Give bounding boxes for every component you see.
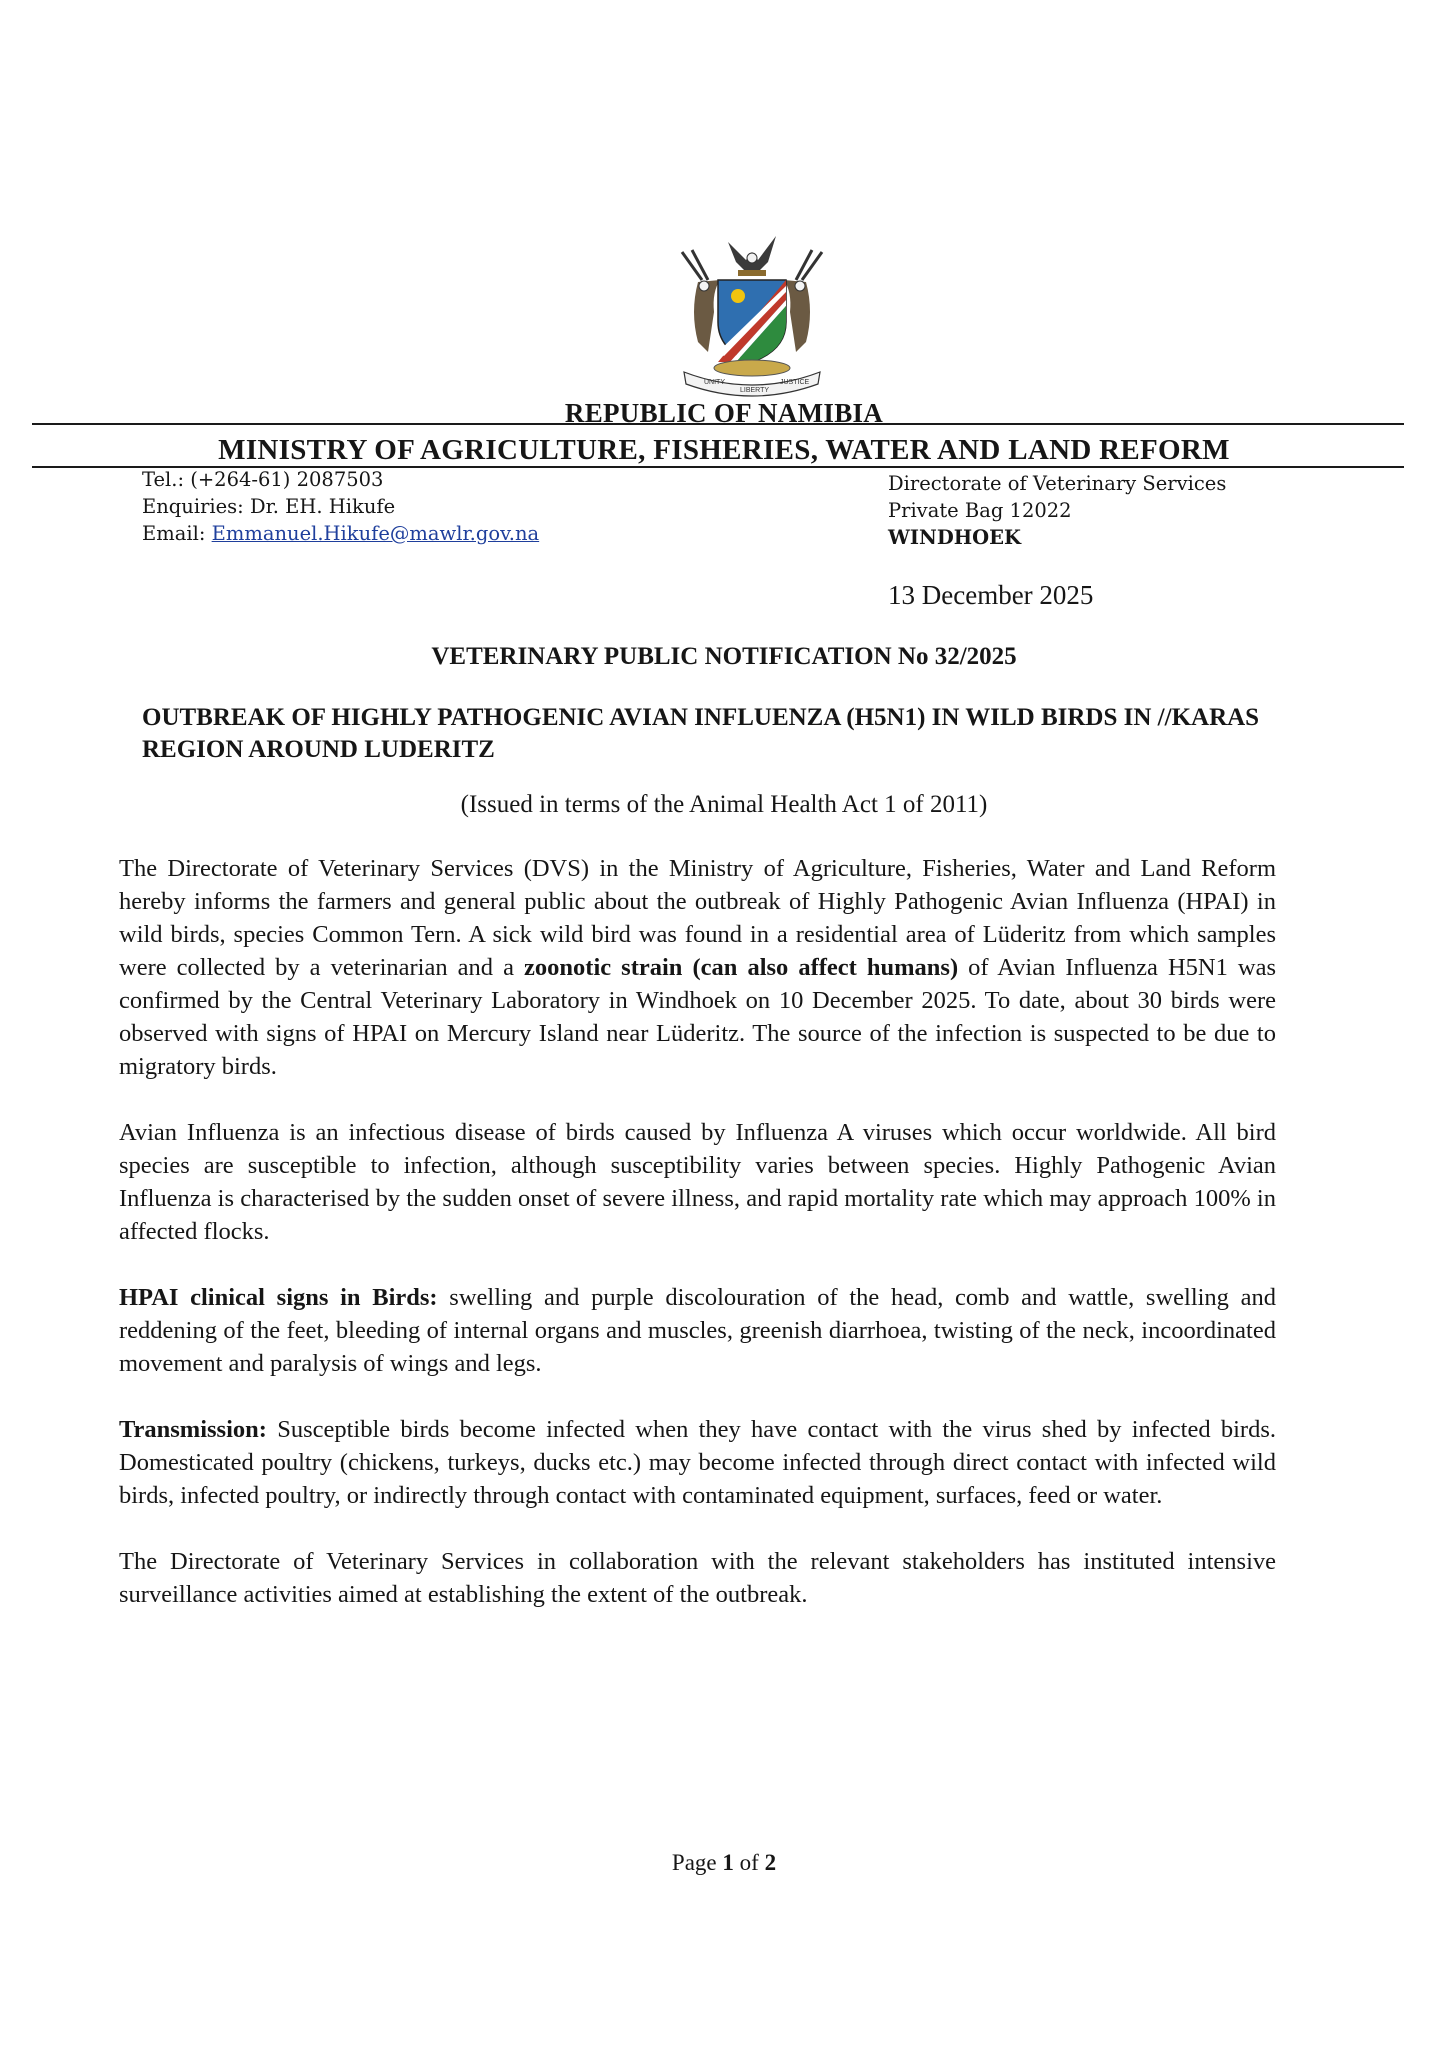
header-divider-top: [32, 423, 1404, 425]
paragraph-about-avian-influenza: Avian Influenza is an infectious disease of birds caused by Influenza A viruses which occur worldwide. All bird species are susceptible to infection, although susceptibility varies between species. Highly Pathogenic Avian Influenza is characterised by the sudden onset of severe illness, and rapid mortality rate which may approach 100% in affected flocks.: [119, 1119, 1276, 1245]
zoonotic-strain-highlight: zoonotic strain (can also affect humans): [524, 954, 959, 981]
ministry-heading: MINISTRY OF AGRICULTURE, FISHERIES, WATER AND LAND REFORM: [218, 434, 1230, 466]
email-label: Email:: [142, 522, 206, 545]
telephone: Tel.: (+264-61) 2087503: [142, 468, 384, 491]
enquiries: Enquiries: Dr. EH. Hikufe: [142, 495, 396, 518]
motto-unity: UNITY: [704, 379, 725, 386]
email-link[interactable]: Emmanuel.Hikufe@mawlr.gov.na: [211, 522, 540, 545]
paragraph-clinical-signs: HPAI clinical signs in Birds: swelling and purple discolouration of the head, comb and wattle, swelling and reddening of the feet, bleeding of internal organs and muscles, greenish diarrhoea, twisting of the neck, incoordinated movement and paralysis of wings and legs.: [119, 1284, 1276, 1377]
notice-date: 13 December 2025: [888, 580, 1094, 610]
country-heading: REPUBLIC OF NAMIBIA: [564, 398, 884, 428]
address-city: WINDHOEK: [888, 526, 1021, 549]
notice-body: [119, 852, 1276, 1644]
coat-of-arms-icon: [668, 222, 836, 398]
shield-icon: [718, 280, 786, 362]
clinical-signs-label: HPAI clinical signs in Birds:: [119, 1284, 438, 1311]
oryx-left-icon: [682, 250, 720, 352]
notification-number: VETERINARY PUBLIC NOTIFICATION No 32/2025: [431, 643, 1017, 670]
email-line: [142, 520, 539, 547]
page-number: Page 1 of 2: [671, 1850, 777, 1875]
motto-justice: JUSTICE: [780, 379, 810, 386]
paragraph-outbreak: The Directorate of Veterinary Services (DVS) in the Ministry of Agriculture, Fisheries, Water and Land Reform hereby informs the farmers and general public about the outbreak of Highly Pathogenic Avian Influenza (HPAI) in wild birds, species Common Tern. A sick wild bird was found in a residential area of Lüderitz from which samples were collected by a veterinarian and a zoonotic strain (can also affect humans) of Avian Influenza H5N1 was confirmed by the Central Veterinary Laboratory in Windhoek on 10 December 2025. To date, about 30 birds were observed with signs of HPAI on Mercury Island near Lüderitz. The source of the infection is suspected to be due to migratory birds.: [119, 855, 1276, 1080]
paragraph-transmission: Transmission: Susceptible birds become infected when they have contact with the virus shed by infected birds. Domesticated poultry (chickens, turkeys, ducks etc.) may become infected through direct contact with infected wild birds, infected poultry, or indirectly through contact with contaminated equipment, surfaces, feed or water.: [119, 1416, 1276, 1509]
paragraph-surveillance: The Directorate of Veterinary Services in collaboration with the relevant stakeholders has instituted intensive surveillance activities aimed at establishing the extent of the outbreak.: [119, 1548, 1276, 1608]
motto-liberty: LIBERTY: [740, 387, 770, 394]
address-directorate: Directorate of Veterinary Services: [888, 472, 1227, 495]
address-block: [888, 470, 1226, 551]
oryx-right-icon: [784, 250, 822, 352]
issued-under: (Issued in terms of the Animal Health Act 1 of 2011): [460, 791, 988, 818]
transmission-label: Transmission:: [119, 1416, 267, 1443]
notice-title: OUTBREAK OF HIGHLY PATHOGENIC AVIAN INFLUENZA (H5N1) IN WILD BIRDS IN //KARAS REGION AROUND LUDERITZ: [142, 704, 1260, 763]
contact-block: [142, 466, 539, 547]
address-private-bag: Private Bag 12022: [888, 499, 1072, 522]
eagle-icon: [728, 236, 776, 276]
